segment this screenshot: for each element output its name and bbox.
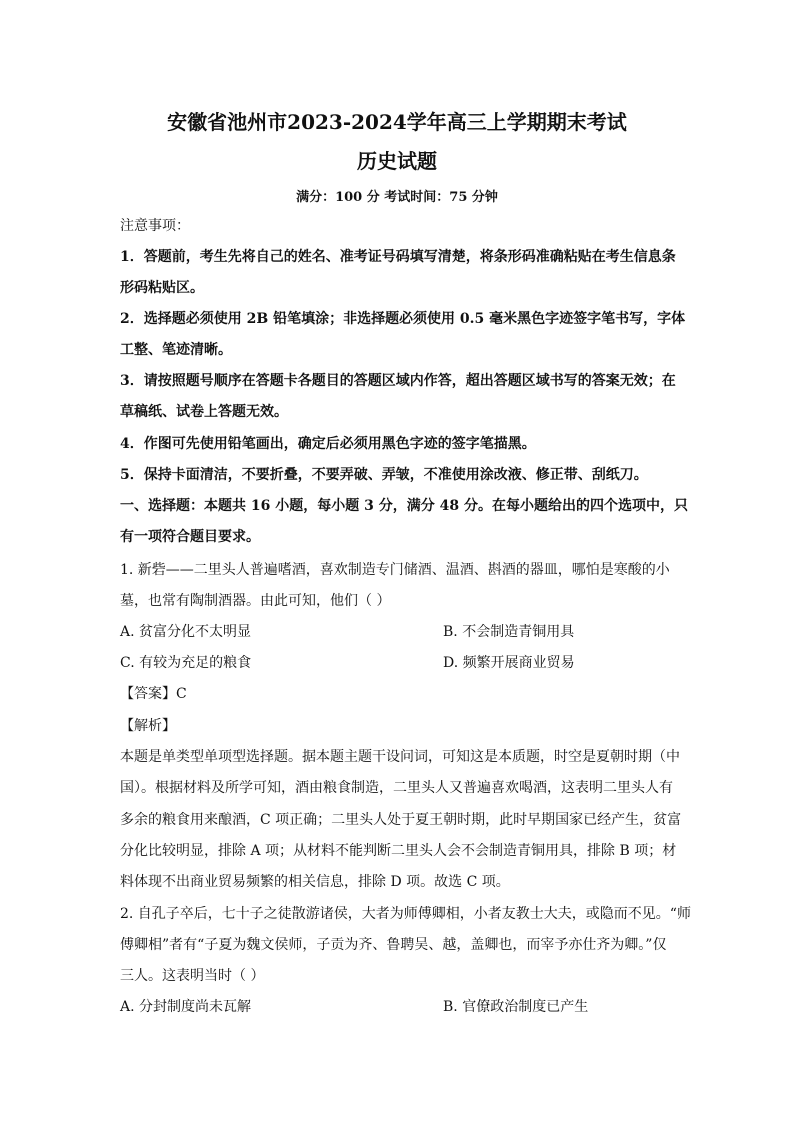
note-line: 5．保持卡面清洁，不要折叠，不要弄破、弄皱，不准使用涂改液、修正带、刮纸刀。 <box>120 467 648 483</box>
q2-option-a: A. 分封制度尚未瓦解 <box>120 999 252 1015</box>
subject-title: 历史试题 <box>357 149 437 173</box>
note-line: 4．作图可先使用铅笔画出，确定后必须用黑色字迹的签字笔描黑。 <box>120 436 536 452</box>
note-line: 草稿纸、试卷上答题无效。 <box>120 404 288 420</box>
section-heading: 一、选择题：本题共 16 小题，每小题 3 分，满分 48 分。在每小题给出的四个选项中，只 <box>120 498 688 514</box>
note-line: 2．选择题必须使用 2B 铅笔填涂；非选择题必须使用 0.5 毫米黑色字迹签字笔书写，字体 <box>120 311 686 327</box>
note-line: 形码粘贴区。 <box>120 280 204 296</box>
note-line: 1．答题前，考生先将自己的姓名、准考证号码填写清楚，将条形码准确粘贴在考生信息条 <box>120 249 676 265</box>
note-line: 3．请按照题号顺序在答题卡各题目的答题区域内作答，超出答题区域书写的答案无效；在 <box>120 373 676 389</box>
question-1-stem: 1. 新砦——二里头人普遍嗜酒，喜欢制造专门储酒、温酒、斟酒的器皿，哪怕是寒酸的小 <box>120 562 670 578</box>
note-line: 工整、笔迹清晰。 <box>120 342 232 358</box>
q1-option-a: A. 贫富分化不太明显 <box>120 624 252 640</box>
question-2-stem: 三人。这表明当时（ ） <box>120 968 265 984</box>
question-2-stem: 2. 自孔子卒后，七十子之徒散游诸侯，大者为师傅卿相，小者友教士大夫，或隐而不见。“师 <box>120 906 691 922</box>
exam-meta: 满分：100 分 考试时间：75 分钟 <box>296 190 498 205</box>
question-2-stem: 傅卿相”者有“子夏为魏文侯师，子贡为齐、鲁聘吴、越，盖卿也，而宰予亦仕齐为卿。”仅 <box>120 937 667 953</box>
q1-option-d: D. 频繁开展商业贸易 <box>443 655 575 671</box>
section-heading: 有一项符合题目要求。 <box>120 529 260 545</box>
q1-analysis-line: 分化比较明显，排除 A 项；从材料不能判断二里头人会不会制造青铜用具，排除 B 项；材 <box>120 843 677 859</box>
q1-analysis-line: 国）。根据材料及所学可知，酒由粮食制造，二里头人又普遍喜欢喝酒，这表明二里头人有 <box>120 780 673 796</box>
q1-option-b: B. 不会制造青铜用具 <box>443 624 575 640</box>
q1-analysis-line: 多余的粮食用来酿酒，C 项正确；二里头人处于夏王朝时期，此时早期国家已经产生，贫富 <box>120 812 682 828</box>
q1-analysis-line: 料体现不出商业贸易频繁的相关信息，排除 D 项。故选 C 项。 <box>120 874 510 890</box>
q1-option-c: C. 有较为充足的粮食 <box>120 655 252 671</box>
q2-option-b: B. 官僚政治制度已产生 <box>443 999 589 1015</box>
q1-analysis-line: 本题是单类型单项型选择题。据本题主题干设问词，可知这是本质题，时空是夏朝时期（中 <box>120 749 680 765</box>
q1-answer: 【答案】C <box>120 686 187 702</box>
q1-analysis-label: 【解析】 <box>120 718 176 734</box>
notes-heading: 注意事项： <box>120 218 190 234</box>
question-1-stem: 墓，也常有陶制酒器。由此可知，他们（ ） <box>120 593 391 609</box>
exam-title: 安徽省池州市2023-2024学年高三上学期期末考试 <box>167 110 627 134</box>
